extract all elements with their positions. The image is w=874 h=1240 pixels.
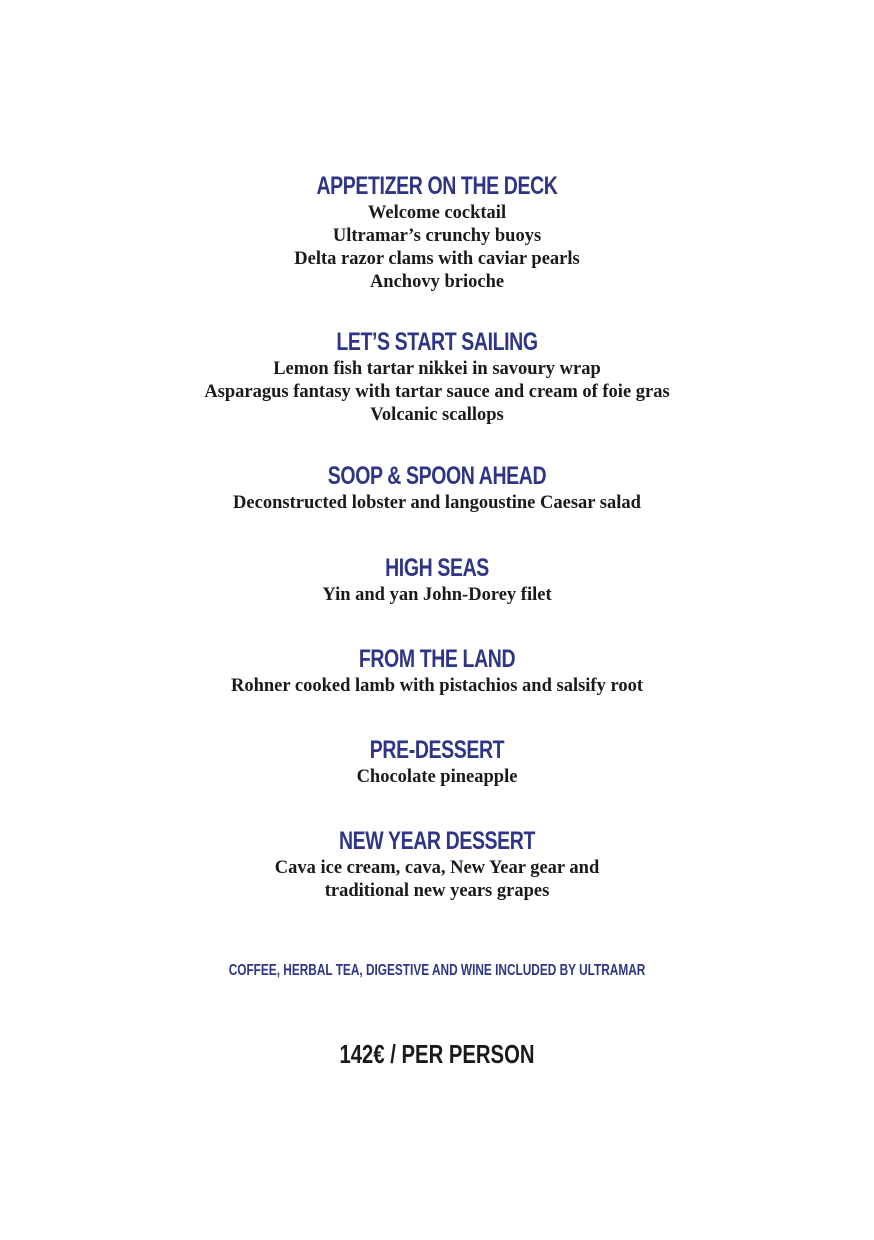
section-heading: APPETIZER ON THE DECK — [316, 172, 558, 200]
dish-item: Lemon fish tartar nikkei in savoury wrap — [273, 359, 601, 379]
dish-list — [0, 857, 874, 903]
dish-item: Volcanic scallops — [370, 405, 504, 425]
dish-item: Ultramar’s crunchy buoys — [332, 226, 542, 246]
included-drinks-note: COFFEE, HERBAL TEA, DIGESTIVE AND WINE INCLUDED BY ULTRAMAR — [228, 962, 646, 979]
menu-section-soop-spoon — [0, 461, 874, 515]
dish-item: Anchovy brioche — [369, 272, 505, 292]
section-heading: FROM THE LAND — [358, 645, 516, 673]
menu-section-new-year-dessert — [0, 826, 874, 903]
menu-section-appetizer — [0, 171, 874, 294]
menu-section-from-the-land — [0, 644, 874, 698]
dish-list — [0, 766, 874, 789]
dish-item: Rohner cooked lamb with pistachios and salsify root — [230, 676, 644, 696]
dish-list — [0, 492, 874, 515]
dish-item: Asparagus fantasy with tartar sauce and cream of foie gras — [204, 382, 670, 402]
menu-section-pre-dessert — [0, 735, 874, 789]
dish-item: Welcome cocktail — [367, 203, 507, 223]
dish-item: Yin and yan John-Dorey filet — [322, 585, 552, 605]
dish-list — [0, 202, 874, 294]
dish-item: traditional new years grapes — [324, 881, 550, 901]
section-heading: NEW YEAR DESSERT — [338, 827, 536, 855]
price-per-person: 142€ / PER PERSON — [339, 1039, 535, 1069]
dish-item: Chocolate pineapple — [356, 767, 518, 787]
dish-item: Delta razor clams with caviar pearls — [294, 249, 580, 269]
section-heading: HIGH SEAS — [385, 554, 489, 582]
section-heading: PRE-DESSERT — [369, 736, 505, 764]
dish-list — [0, 584, 874, 607]
dish-list — [0, 675, 874, 698]
menu-section-start-sailing — [0, 327, 874, 427]
section-heading: SOOP & SPOON AHEAD — [327, 462, 547, 490]
menu-section-high-seas — [0, 553, 874, 607]
section-heading: LET’S START SAILING — [336, 328, 538, 356]
dish-item: Cava ice cream, cava, New Year gear and — [274, 858, 600, 878]
dish-list — [0, 358, 874, 427]
dish-item: Deconstructed lobster and langoustine Caesar salad — [233, 493, 641, 513]
